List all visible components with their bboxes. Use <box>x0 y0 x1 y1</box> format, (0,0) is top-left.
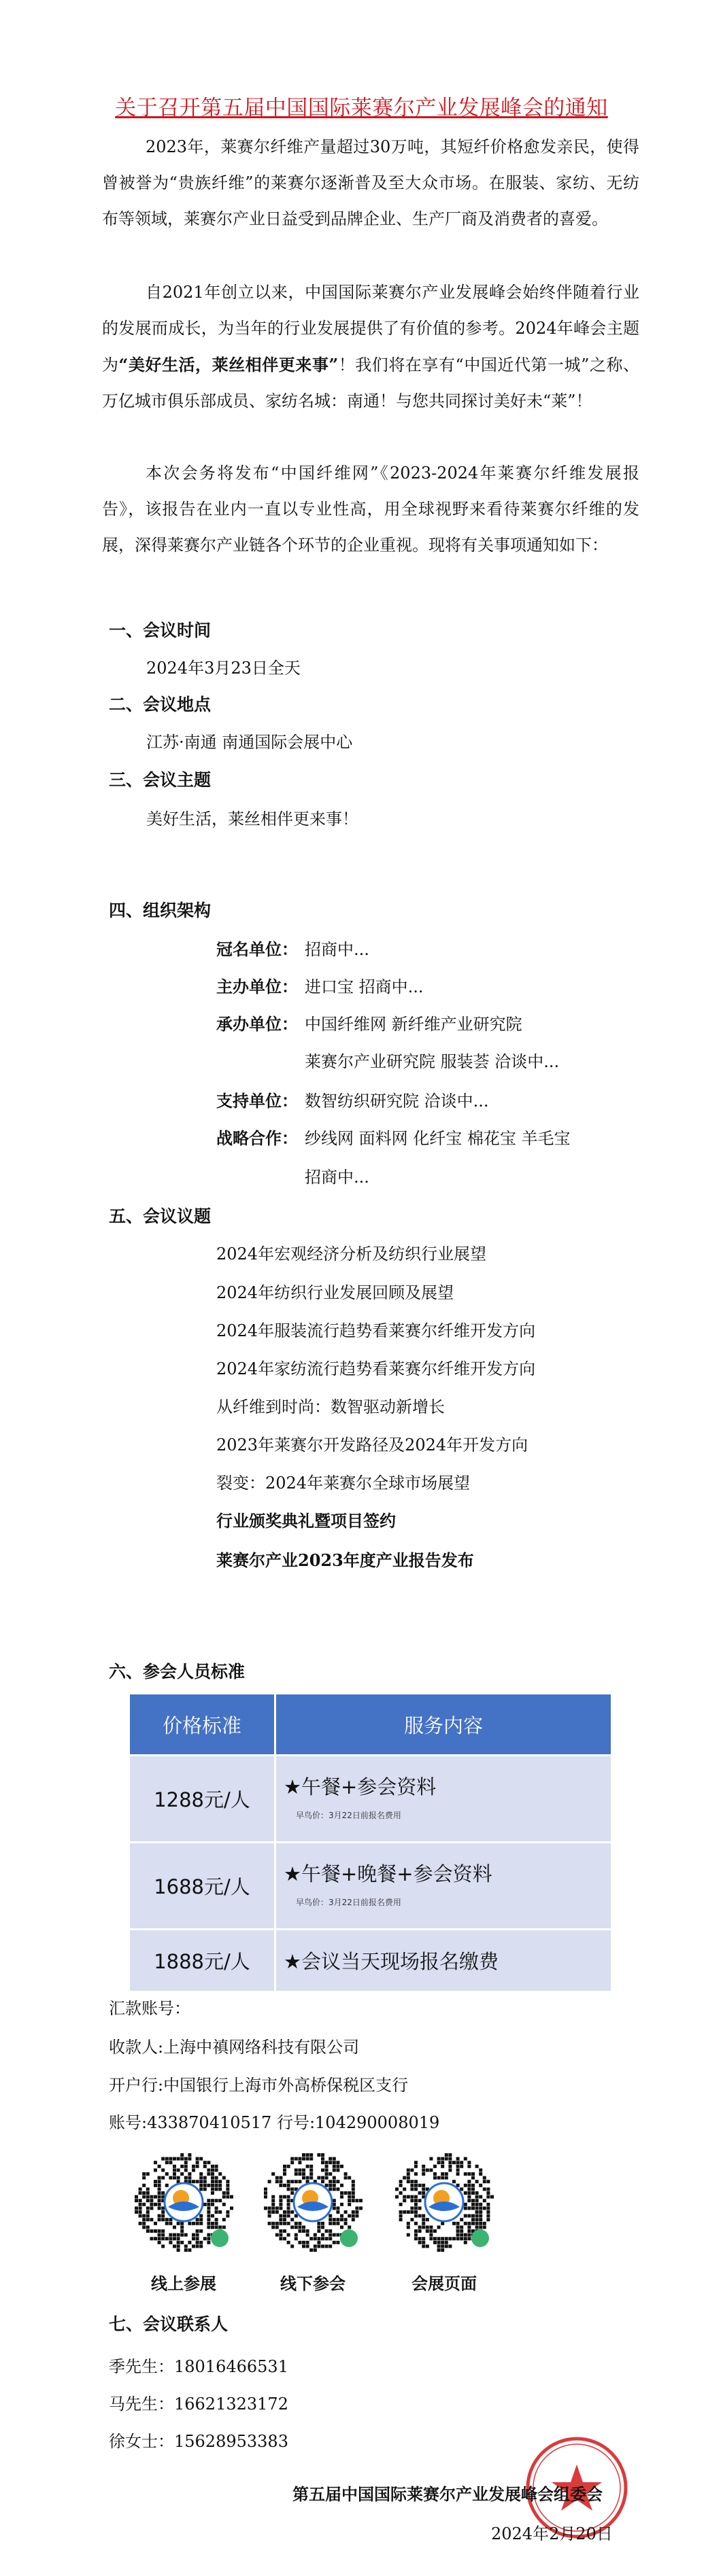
contact-item: 马先生：16621323172 <box>109 2395 288 2414</box>
qr-code-exhibition-page[interactable] <box>393 2151 495 2253</box>
fee-price: 1288元/人 <box>129 1756 275 1843</box>
section-heading-organization: 四、组织架构 <box>109 901 212 920</box>
org-value-organizer-2: 莱赛尔产业研究院 服装荟 洽谈中... <box>305 1052 560 1071</box>
fee-table-header <box>129 1694 612 1756</box>
topic-item: 2024年宏观经济分析及纺织行业展望 <box>216 1245 487 1264</box>
qr-pattern <box>133 2151 235 2253</box>
intro-paragraph-1: 2023年，莱赛尔纤维产量超过30万吨，其短纤价格愈发亲民，使得曾被誉为“贵族纤维”的莱赛尔逐渐普及至大众市场。在服装、家纺、无纺布等领域，莱赛尔产业日益受到品牌企业、生产厂商及消费者的喜爱。 <box>102 137 639 228</box>
topic-item-bold: 莱赛尔产业2023年度产业报告发布 <box>216 1550 474 1570</box>
qr-code-offline-attend[interactable] <box>262 2151 364 2253</box>
early-bird-note: 早鸟价：3月22日前报名费用 <box>296 1811 401 1820</box>
contact-item: 徐女士：15628953383 <box>109 2432 288 2451</box>
fee-row <box>129 1843 612 1930</box>
qr-label: 线上参展 <box>151 2274 216 2293</box>
topic-item: 从纤维到时尚：数智驱动新增长 <box>216 1397 445 1416</box>
fee-price: 1688元/人 <box>129 1843 275 1930</box>
org-value-title-sponsor: 招商中... <box>305 940 369 959</box>
section-heading-contacts: 七、会议联系人 <box>109 2314 229 2334</box>
fee-service-cell <box>275 1930 612 1992</box>
topic-item: 裂变：2024年莱赛尔全球市场展望 <box>216 1474 471 1493</box>
org-value-organizer-1: 中国纤维网 新纤维产业研究院 <box>305 1015 522 1034</box>
intro-paragraph-2: 自2021年创立以来，中国国际莱赛尔产业发展峰会始终伴随着行业的发展而成长，为当年的行业发展提供了有价值的参考。2024年峰会主题为“美好生活，莱丝相伴更来事”！我们将在享有“中国近代第一城”之称、万亿城市俱乐部成员、家纺名城：南通！与您共同探讨美好未“莱”！ <box>102 283 639 411</box>
meeting-venue: 江苏·南通 南通国际会展中心 <box>146 733 353 752</box>
account-title: 汇款账号： <box>109 1999 190 2018</box>
payee: 收款人:上海中禛网络科技有限公司 <box>109 2038 360 2057</box>
qr-pattern <box>262 2151 364 2253</box>
topic-item-bold: 行业颁奖典礼暨项目签约 <box>216 1511 396 1531</box>
bank: 开户行:中国银行上海市外高桥保税区支行 <box>109 2076 409 2095</box>
document-date: 2024年2月20日 <box>491 2524 613 2543</box>
account-number: 账号:433870410517 行号:104290008019 <box>109 2113 440 2132</box>
fee-service: ★会议当天现场报名缴费 <box>284 1950 499 1973</box>
org-value-strategic-1: 纱线网 面料网 化纤宝 棉花宝 羊毛宝 <box>305 1129 571 1148</box>
org-label-strategic: 战略合作： <box>216 1128 298 1148</box>
early-bird-note: 早鸟价：3月22日前报名费用 <box>296 1898 401 1907</box>
qr-label: 会展页面 <box>411 2274 477 2293</box>
org-value-strategic-2: 招商中... <box>305 1168 369 1187</box>
section-heading-topics: 五、会议议题 <box>109 1206 212 1226</box>
fee-price: 1888元/人 <box>129 1930 275 1992</box>
fee-service-cell <box>275 1756 612 1843</box>
fee-table <box>128 1692 613 1993</box>
topic-item: 2024年服装流行趋势看莱赛尔纤维开发方向 <box>216 1321 536 1340</box>
section-heading-theme: 三、会议主题 <box>109 770 212 790</box>
intro-paragraph-3: 本次会务将发布“中国纤维网”《2023-2024年莱赛尔纤维发展报告》，该报告在业内一直以专业性高，用全球视野来看待莱赛尔纤维的发展，深得莱赛尔产业链各个环节的企业重视。现将有关事项通知如下： <box>102 464 639 555</box>
section-heading-venue: 二、会议地点 <box>109 695 212 714</box>
topic-item: 2024年纺织行业发展回顾及展望 <box>216 1283 454 1302</box>
meeting-time: 2024年3月23日全天 <box>146 659 301 678</box>
meeting-theme: 美好生活，莱丝相伴更来事！ <box>146 810 358 829</box>
topic-item: 2023年莱赛尔开发路径及2024年开发方向 <box>216 1435 528 1455</box>
qr-pattern <box>393 2151 495 2253</box>
qr-code-online-exhibit[interactable] <box>133 2151 235 2253</box>
qr-label: 线下参会 <box>280 2274 346 2293</box>
theme-highlight: “美好生活，莱丝相伴更来事” <box>118 355 339 375</box>
org-label-host: 主办单位： <box>216 977 298 996</box>
section-heading-time: 一、会议时间 <box>109 621 212 640</box>
org-value-host: 进口宝 招商中... <box>305 977 424 996</box>
fee-service-cell <box>275 1843 612 1930</box>
fee-row <box>129 1756 612 1843</box>
header-service: 服务内容 <box>275 1694 612 1756</box>
org-label-title-sponsor: 冠名单位： <box>216 939 298 959</box>
fee-service: ★午餐+参会资料 <box>284 1775 437 1798</box>
org-label-organizer: 承办单位： <box>216 1014 298 1034</box>
fee-service: ★午餐+晚餐+参会资料 <box>284 1862 492 1885</box>
contact-item: 季先生：18016466531 <box>109 2357 288 2376</box>
org-label-support: 支持单位： <box>216 1091 298 1111</box>
document-title: 关于召开第五届中国国际莱赛尔产业发展峰会的通知 <box>115 96 608 120</box>
header-price: 价格标准 <box>129 1694 275 1756</box>
org-value-support: 数智纺织研究院 洽谈中... <box>305 1092 489 1111</box>
topic-item: 2024年家纺流行趋势看莱赛尔纤维开发方向 <box>216 1359 536 1378</box>
section-heading-fees: 六、参会人员标准 <box>109 1662 246 1682</box>
fee-row <box>129 1930 612 1992</box>
organizer-signature: 第五届中国国际莱赛尔产业发展峰会组委会 <box>292 2484 603 2504</box>
